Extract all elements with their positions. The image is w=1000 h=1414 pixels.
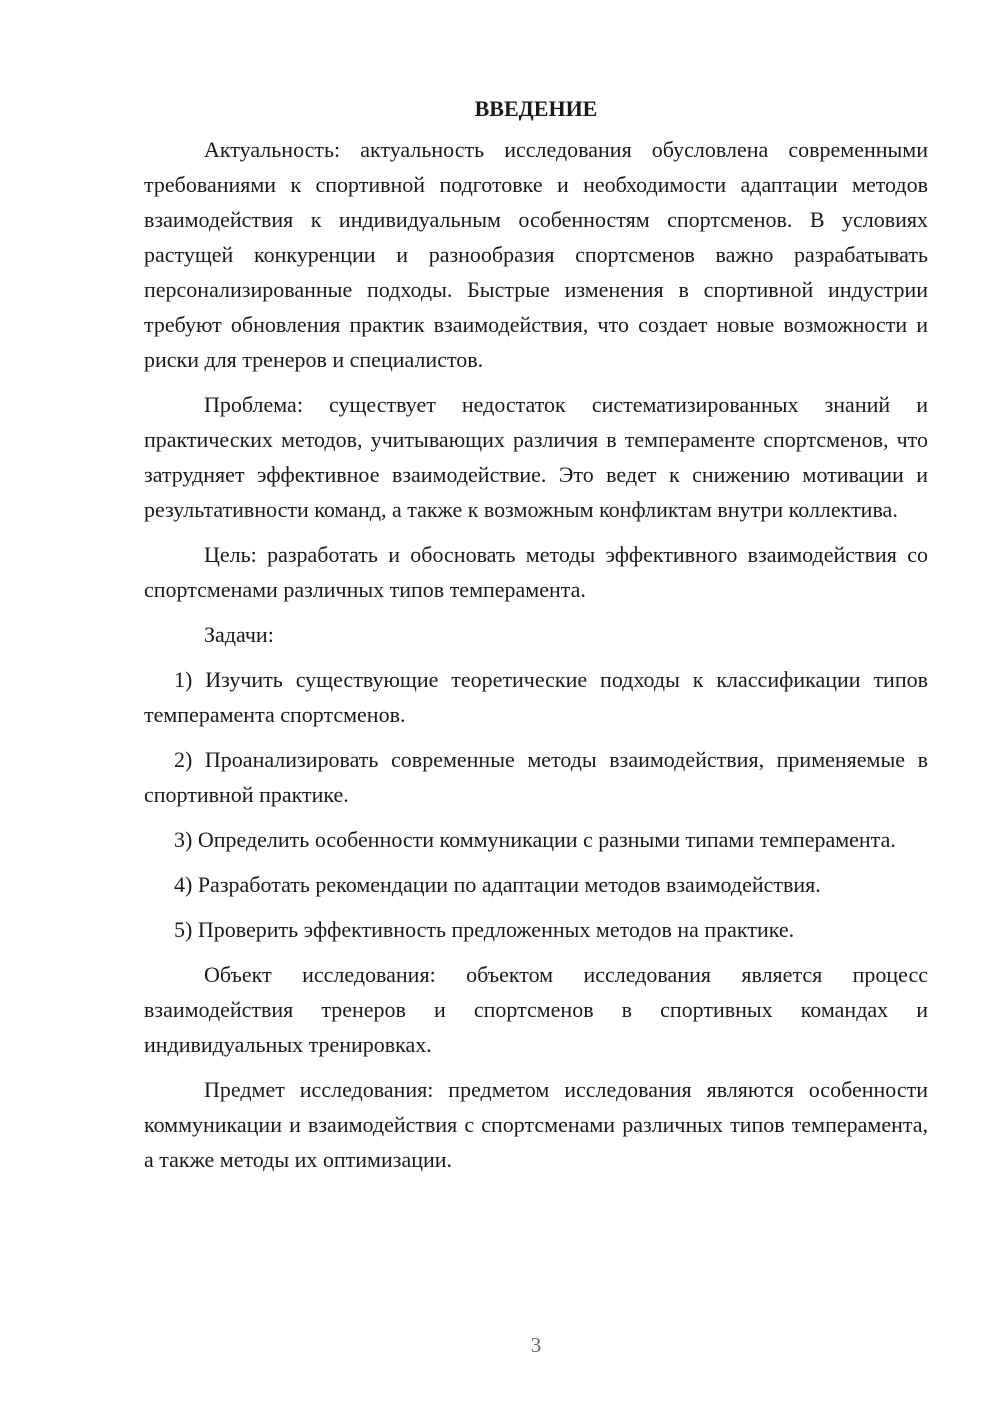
tasks-label: Задачи: [204, 622, 274, 647]
object-paragraph: Объект исследования: объектом исследования является процесс взаимодействия тренеров и спортсменов в спортивных командах и индивидуальных тренировках. [144, 962, 928, 1057]
page-title: ВВЕДЕНИЕ [474, 96, 598, 121]
document-page [144, 92, 928, 1187]
relevance-paragraph: Актуальность: актуальность исследования обусловлена современными требованиями к спортивной подготовке и необходимости адаптации методов взаимодействия к индивидуальным особенностям спортсменов. В условиях растущей конкуренции и разнообразия спортсменов важно разрабатывать персонализированные подходы. Быстрые изменения в спортивной индустрии требуют обновления практик взаимодействия, что создает новые возможности и риски для тренеров и специалистов. [144, 137, 928, 372]
subject-paragraph: Предмет исследования: предметом исследования являются особенности коммуникации и взаимодействия с спортсменами различных типов темперамента, а также методы их оптимизации. [144, 1077, 928, 1172]
task-item: 4) Разработать рекомендации по адаптации методов взаимодействия. [174, 872, 821, 897]
goal-paragraph: Цель: разработать и обосновать методы эффективного взаимодействия со спортсменами различных типов темперамента. [144, 542, 928, 602]
task-item: 5) Проверить эффективность предложенных методов на практике. [174, 917, 795, 942]
page-number: 3 [530, 1333, 542, 1357]
problem-paragraph: Проблема: существует недостаток систематизированных знаний и практических методов, учитывающих различия в темпераменте спортсменов, что затрудняет эффективное взаимодействие. Это ведет к снижению мотивации и результативности команд, а также к возможным конфликтам внутри коллектива. [144, 392, 928, 522]
task-item: 3) Определить особенности коммуникации с разными типами темперамента. [174, 827, 896, 852]
task-item: 1) Изучить существующие теоретические подходы к классификации типов темперамента спортсменов. [144, 667, 928, 727]
task-item: 2) Проанализировать современные методы взаимодействия, применяемые в спортивной практике. [144, 747, 928, 807]
